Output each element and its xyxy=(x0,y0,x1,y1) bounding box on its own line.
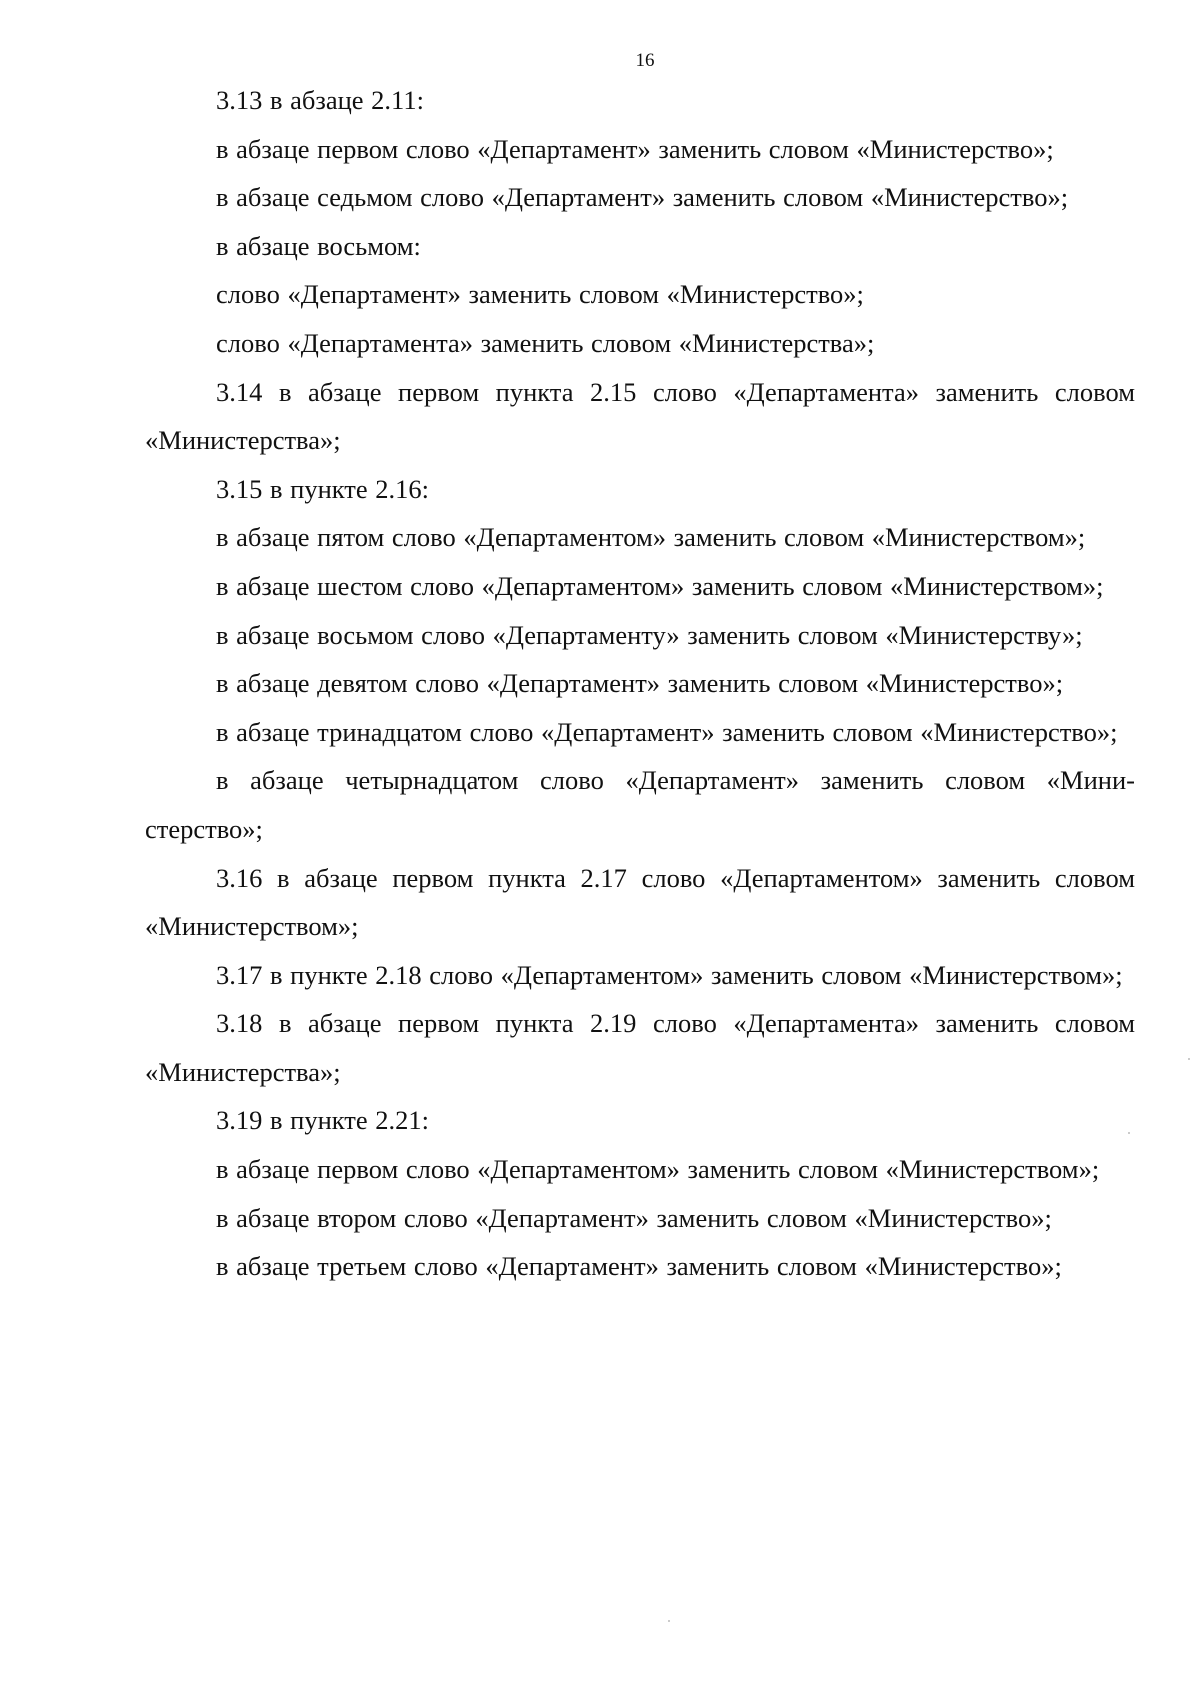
paragraph: в абзаце первом слово «Департамент» заменить словом «Министерство»; xyxy=(216,133,1054,164)
paragraph-3-14: 3.14 в абзаце первом пункта 2.15 слово «Департамента» заменить словом «Министерства»; xyxy=(145,376,1135,456)
paragraph: в абзаце первом слово «Департаментом» заменить словом «Министерством»; xyxy=(216,1154,1100,1185)
paragraph: в абзаце пятом слово «Департаментом» заменить словом «Министерством»; xyxy=(216,522,1086,553)
paragraph-3-16: 3.16 в абзаце первом пункта 2.17 слово «Департаментом» заменить словом «Министерством»; xyxy=(145,862,1135,942)
paragraph: в абзаце девятом слово «Департамент» заменить словом «Министерство»; xyxy=(216,668,1064,699)
paragraph: в абзаце четырнадцатом слово «Департамент» заменить словом «Министерство»; xyxy=(145,765,1135,844)
scan-speck xyxy=(1188,1058,1190,1060)
paragraph: в абзаце седьмом слово «Департамент» заменить словом «Министерство»; xyxy=(216,182,1069,213)
scan-speck xyxy=(668,1620,670,1622)
paragraph: в абзаце шестом слово «Департаментом» заменить словом «Министерством»; xyxy=(216,570,1104,601)
paragraph: в абзаце тринадцатом слово «Департамент» заменить словом «Министерство»; xyxy=(216,716,1118,747)
paragraph: в абзаце восьмом слово «Департаменту» заменить словом «Министерству»; xyxy=(216,619,1083,650)
paragraph: в абзаце восьмом: xyxy=(216,230,421,261)
scan-speck xyxy=(1128,1132,1130,1134)
paragraph-3-18: 3.18 в абзаце первом пункта 2.19 слово «Департамента» заменить словом «Министерства»; xyxy=(145,1008,1135,1087)
paragraph-3-19: 3.19 в пункте 2.21: xyxy=(216,1105,429,1136)
paragraph: слово «Департамента» заменить словом «Министерства»; xyxy=(216,327,875,358)
paragraph: в абзаце третьем слово «Департамент» заменить словом «Министерство»; xyxy=(216,1251,1062,1282)
paragraph-3-15: 3.15 в пункте 2.16: xyxy=(216,473,429,504)
page-number: 16 xyxy=(635,50,655,71)
paragraph-3-17: 3.17 в пункте 2.18 слово «Департаментом» заменить словом «Министерством»; xyxy=(216,959,1123,990)
paragraph: слово «Департамент» заменить словом «Министерство»; xyxy=(216,279,864,310)
paragraph: в абзаце втором слово «Департамент» заменить словом «Министерство»; xyxy=(216,1202,1052,1233)
document-body xyxy=(145,76,1135,1291)
paragraph-3-13: 3.13 в абзаце 2.11: xyxy=(216,85,424,115)
